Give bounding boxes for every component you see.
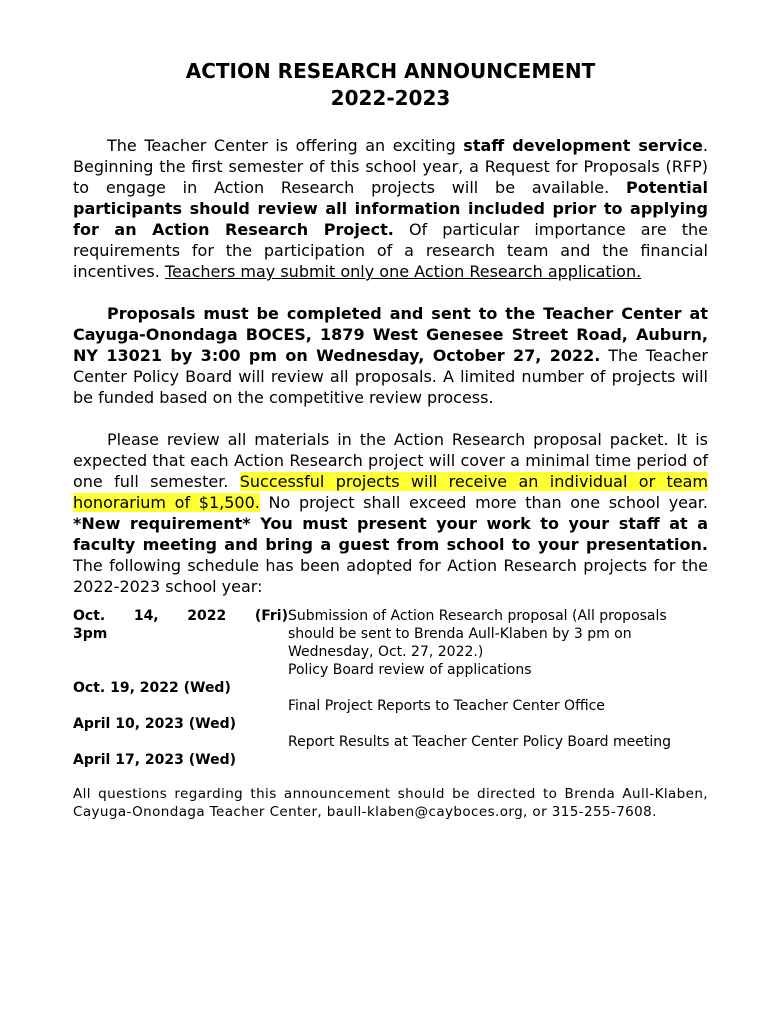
- schedule-date-4: April 17, 2023 (Wed): [73, 752, 237, 768]
- requirements-paragraph: [73, 429, 708, 597]
- intro-underlined-text: Teachers may submit only one Action Research application.: [164, 262, 642, 281]
- requirements-text-1: Please review all materials in the Action Research proposal packet. It is expected that each Action Research project will cover a minimal time period of one full semester.: [73, 430, 708, 491]
- title-line-2: 2022-2023: [330, 86, 451, 110]
- intro-paragraph: [73, 135, 708, 282]
- schedule-desc-4: Report Results at Teacher Center Policy Board meeting: [288, 734, 672, 750]
- contact-footer: All questions regarding this announcement should be directed to Brenda Aull-Klaben, Cayuga-Onondaga Teacher Center, baull-klaben@cayboces.org, or 315-255-7608.: [73, 786, 708, 820]
- schedule-desc-1: Submission of Action Research proposal (All proposals should be sent to Brenda Aull-Klaben by 3 pm on Wednesday, Oct. 27, 2022.): [288, 608, 667, 660]
- schedule-table: [73, 607, 708, 769]
- deadline-bold-text: Proposals must be completed and sent to the Teacher Center at Cayuga-Onondaga BOCES, 1879 West Genesee Street Road, Auburn, NY 13021 by 3:00 pm on Wednesday, October 27, 2022.: [73, 304, 708, 365]
- document-page: [73, 58, 708, 835]
- deadline-text: The Teacher Center Policy Board will review all proposals. A limited number of projects will be funded based on the competitive review process.: [73, 346, 708, 407]
- new-requirement-bold: *New requirement* You must present your work to your staff at a faculty meeting and bring a guest from school to your presentation.: [73, 514, 708, 554]
- intro-text-2: . Beginning the first semester of this school year, a Request for Proposals (RFP) to engage in Action Research projects will be available.: [73, 136, 708, 197]
- schedule-date-1: [73, 607, 288, 661]
- title-line-1: ACTION RESEARCH ANNOUNCEMENT: [185, 59, 596, 83]
- schedule-desc-2: Policy Board review of applications: [288, 662, 532, 678]
- honorarium-highlight: Successful projects will receive an individual or team honorarium of $1,500.: [73, 472, 709, 512]
- schedule-desc-3: Final Project Reports to Teacher Center Office: [288, 698, 605, 714]
- intro-text-3: Of particular importance are the requirements for the participation of a research team and the financial incentives.: [73, 220, 708, 281]
- schedule-date-1-line-2: 3pm: [73, 626, 108, 642]
- document-title: [73, 58, 708, 112]
- intro-bold-2: Potential participants should review all information included prior to applying for an Action Research Project.: [73, 178, 708, 239]
- intro-bold-1: staff development service: [463, 136, 703, 155]
- requirements-text-3: The following schedule has been adopted for Action Research projects for the 2022-2023 school year:: [73, 556, 708, 596]
- requirements-text-2: No project shall exceed more than one school year.: [259, 493, 708, 512]
- schedule-date-3: April 10, 2023 (Wed): [73, 716, 237, 732]
- proposal-deadline-paragraph: [73, 303, 708, 408]
- schedule-date-2: Oct. 19, 2022 (Wed): [73, 680, 231, 696]
- intro-text-1: The Teacher Center is offering an exciting: [107, 136, 464, 155]
- schedule-date-1-line-1: Oct. 14, 2022 (Fri): [73, 608, 288, 624]
